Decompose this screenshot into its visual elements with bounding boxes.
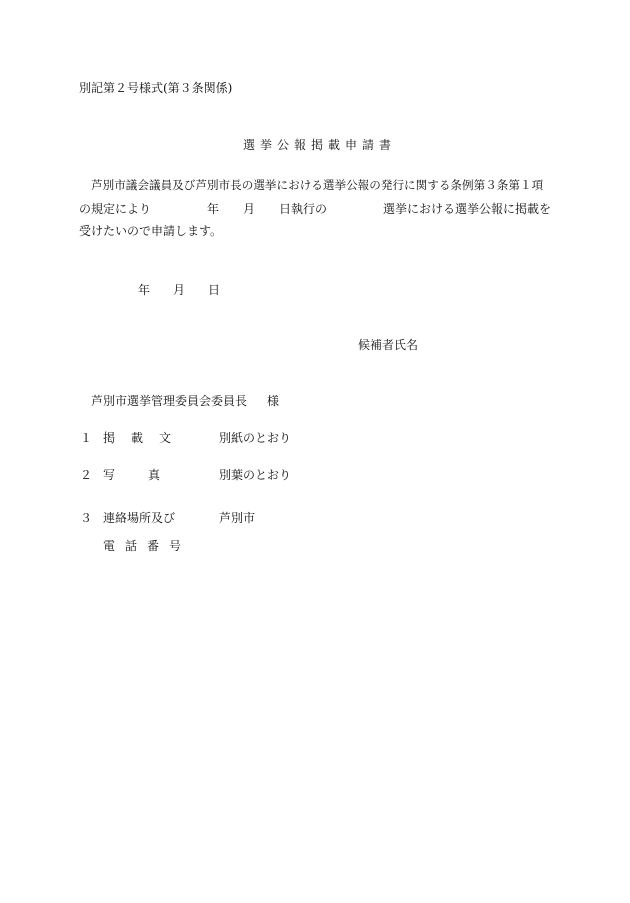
item-number: １ [80, 431, 93, 445]
item-label-2: 電話番号 [103, 539, 192, 553]
item-label: 掲載文 [103, 431, 188, 445]
item-label: 連絡場所及び [103, 511, 176, 525]
candidate-name-label: 候補者氏名 [358, 338, 419, 352]
form-number: 別記第２号様式(第３条関係) [79, 81, 233, 95]
addressee: 芦別市選挙管理委員会委員長 [91, 394, 248, 408]
date-day: 日 [208, 283, 221, 297]
intro-day-exec-label: 日執行の [279, 202, 328, 216]
item-number: ２ [80, 468, 93, 482]
date-year: 年 [138, 283, 151, 297]
intro-line-2-end: 選挙における選挙公報に掲載を [383, 202, 552, 216]
item-value: 別紙のとおり [219, 431, 292, 445]
item-value: 芦別市 [219, 511, 256, 525]
item-value: 別葉のとおり [219, 468, 292, 482]
addressee-honorific: 様 [267, 394, 280, 408]
intro-line-3: 受けたいので申請します。 [79, 224, 223, 238]
document-title: 選挙公報掲載申請書 [243, 138, 397, 152]
date-month: 月 [173, 283, 186, 297]
item-number: ３ [80, 511, 93, 525]
intro-month-label: 月 [243, 202, 256, 216]
intro-line-1: 芦別市議会議員及び芦別市長の選挙における選挙公報の発行に関する条例第３条第１項 [91, 178, 544, 192]
item-label: 写真 [103, 468, 194, 482]
intro-year-label: 年 [207, 202, 220, 216]
intro-line-2-start: の規定により [79, 202, 152, 216]
